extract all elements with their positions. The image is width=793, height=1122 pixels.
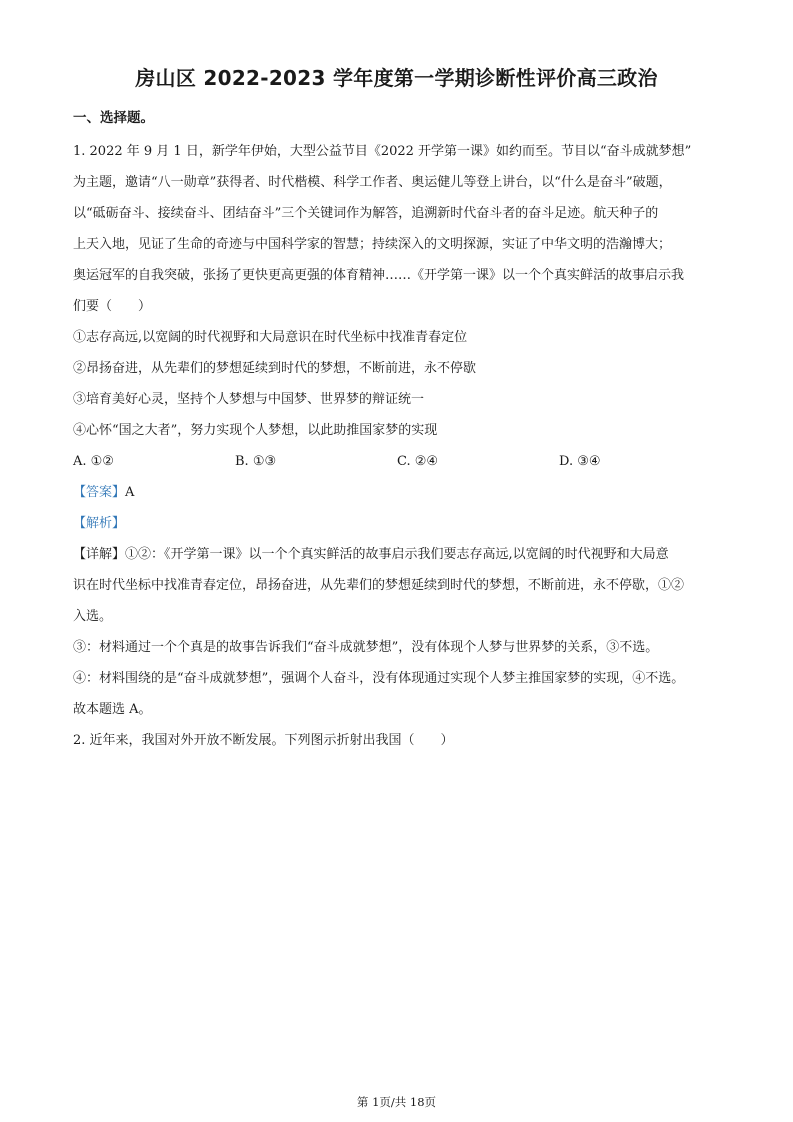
statement-3: ③培育美好心灵，坚持个人梦想与中国梦、世界梦的辩证统一 — [73, 392, 425, 407]
question-1-line: 上天入地，见证了生命的奇迹与中国科学家的智慧；持续深入的文明探源，实证了中华文明的浩瀚博大； — [73, 237, 672, 252]
document-body — [73, 136, 721, 756]
analysis-line — [73, 508, 721, 539]
question-1-line: 们要（ ） — [73, 299, 152, 314]
option-c: C. ②④ — [397, 454, 439, 469]
option-d: D. ③④ — [559, 454, 601, 469]
page-title: 房山区 2022-2023 学年度第一学期诊断性评价高三政治 — [135, 66, 658, 90]
detail-line: ④：材料围绕的是“奋斗成就梦想”，强调个人奋斗，没有体现通过实现个人梦主推国家梦的实现，④不选。 — [73, 671, 685, 686]
detail-line: 识在时代坐标中找准青春定位，昂扬奋进，从先辈们的梦想延续到时代的梦想，不断前进，永不停歇，①② — [73, 578, 685, 593]
answer-label: 【答案】 — [73, 485, 126, 500]
question-1-line: 为主题，邀请“八一勋章”获得者、时代楷模、科学工作者、奥运健儿等登上讲台，以“什么是奋斗”破题， — [73, 175, 672, 190]
answer-value: A — [125, 485, 135, 500]
option-a: A. ①② — [73, 454, 114, 469]
answer-options — [73, 446, 721, 477]
question-1-line: 1. 2022 年 9 月 1 日，新学年伊始，大型公益节目《2022 开学第一课》如约而至。节目以“奋斗成就梦想” — [73, 144, 692, 159]
detail-line — [73, 539, 721, 570]
statement-4: ④心怀“国之大者”，努力实现个人梦想，以此助推国家梦的实现 — [73, 423, 438, 438]
detail-line: 入选。 — [73, 609, 113, 624]
detail-label: 【详解】 — [73, 547, 126, 562]
question-1 — [73, 136, 721, 725]
statement-1: ①志存高远,以宽阔的时代视野和大局意识在时代坐标中找准青春定位 — [73, 330, 468, 345]
option-b: B. ①③ — [235, 454, 277, 469]
question-1-line: 奥运冠军的自我突破，张扬了更快更高更强的体育精神……《开学第一课》以一个个真实鲜活的故事启示我 — [73, 268, 685, 283]
detail-line: 故本题选 A。 — [73, 702, 152, 717]
question-2-line: 2. 近年来，我国对外开放不断发展。下列图示折射出我国（ ） — [73, 733, 454, 748]
page-number: 第 1页/共 18页 — [356, 1095, 437, 1109]
detail-line: ③：材料通过一个个真是的故事告诉我们“奋斗成就梦想”，没有体现个人梦与世界梦的关系，③不选。 — [73, 640, 659, 655]
analysis-label: 【解析】 — [73, 516, 126, 531]
detail-text: ①②：《开学第一课》以一个个真实鲜活的故事启示我们要志存高远,以宽阔的时代视野和大局意 — [125, 547, 669, 562]
answer-line — [73, 477, 721, 508]
section-heading: 一、选择题。 — [73, 110, 154, 126]
question-2 — [73, 725, 721, 756]
question-1-line: 以“砥砺奋斗、接续奋斗、团结奋斗”三个关键词作为解答，追溯新时代奋斗者的奋斗足迹。航天种子的 — [73, 206, 659, 221]
statement-2: ②昂扬奋进，从先辈们的梦想延续到时代的梦想，不断前进，永不停歇 — [73, 361, 477, 376]
